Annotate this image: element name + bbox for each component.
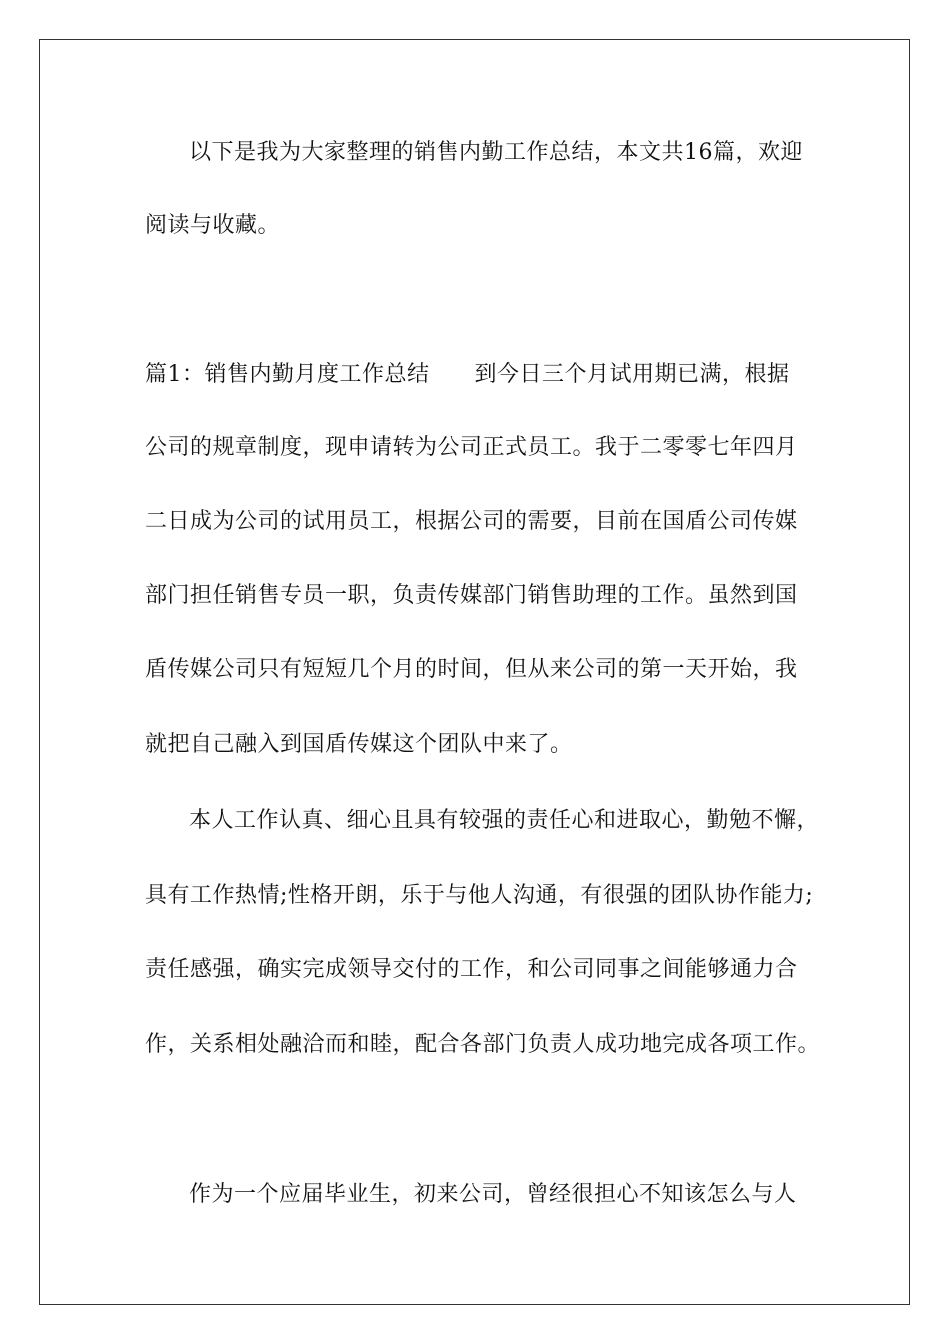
text-line-11: 责任感强，确实完成领导交付的工作，和公司同事之间能够通力合 <box>145 957 798 982</box>
text-line-13: 作为一个应届毕业生，初来公司，曾经很担心不知该怎么与人 <box>189 1182 797 1207</box>
text-line-4: 公司的规章制度，现申请转为公司正式员工。我于二零零七年四月 <box>145 435 798 460</box>
text-line-7: 盾传媒公司只有短短几个月的时间，但从来公司的第一天开始，我 <box>145 657 798 682</box>
text-line-6: 部门担任销售专员一职，负责传媒部门销售助理的工作。虽然到国 <box>145 583 798 608</box>
text-line-2: 阅读与收藏。 <box>145 213 281 238</box>
text-line-8: 就把自己融入到国盾传媒这个团队中来了。 <box>145 732 573 757</box>
text-line-10: 具有工作热情;性格开朗，乐于与他人沟通，有很强的团队协作能力; <box>145 883 814 908</box>
text-line-9: 本人工作认真、细心且具有较强的责任心和进取心，勤勉不懈， <box>189 808 820 833</box>
text-line-12: 作，关系相处融洽而和睦，配合各部门负责人成功地完成各项工作。 <box>145 1032 821 1057</box>
text-line-5: 二日成为公司的试用员工，根据公司的需要，目前在国盾公司传媒 <box>145 509 798 534</box>
text-line-3: 篇1：销售内勤月度工作总结 到今日三个月试用期已满，根据 <box>145 362 790 387</box>
text-line-1: 以下是我为大家整理的销售内勤工作总结，本文共16篇，欢迎 <box>189 140 803 165</box>
